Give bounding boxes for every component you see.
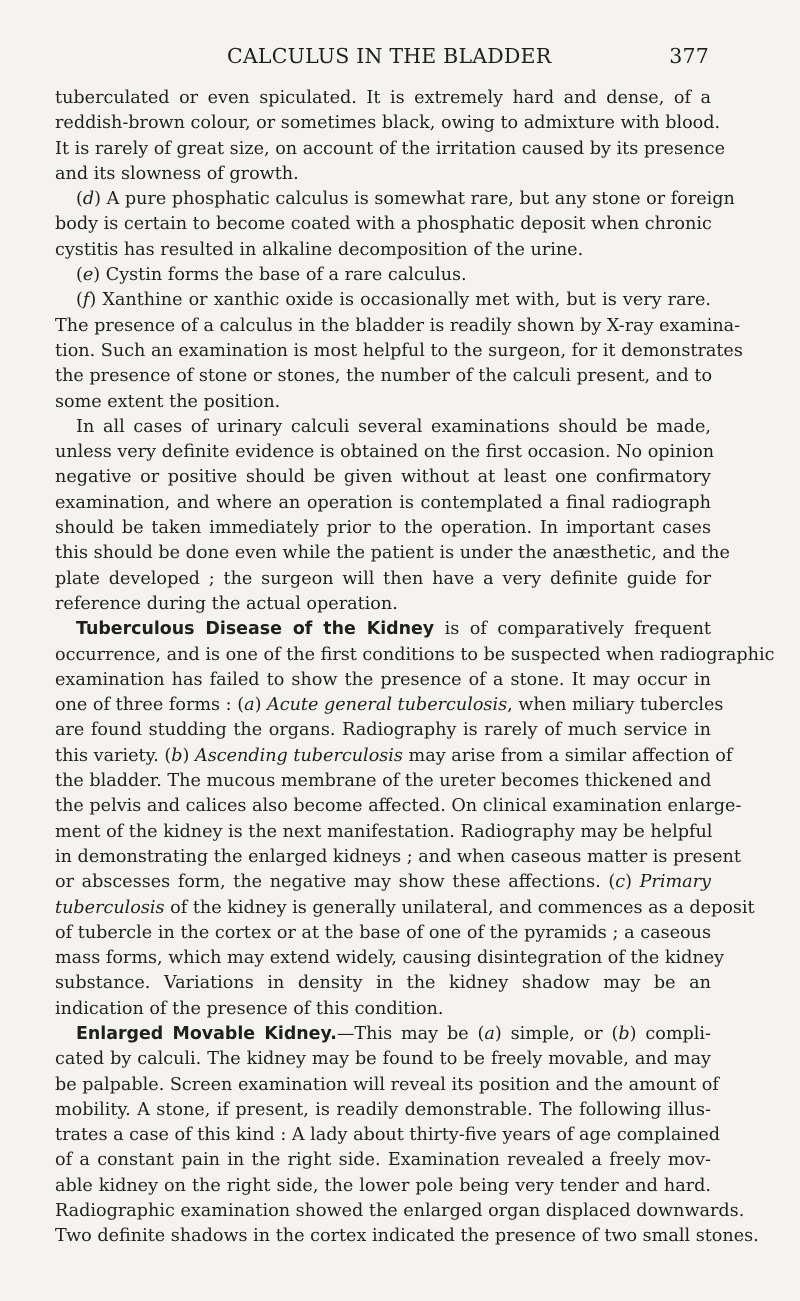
text-run: ) — [625, 872, 640, 893]
running-head — [227, 44, 709, 68]
text-run: trates a case of this kind : A lady about thirty-five years of age complained — [55, 1125, 720, 1146]
text-line — [55, 718, 711, 743]
text-run: some extent the position. — [55, 391, 281, 412]
text-run: reddish-brown colour, or sometimes black, owing to admixture with blood. — [55, 113, 721, 134]
text-run: tuberculated or even spiculated. It is extremely hard and dense, of a — [55, 88, 711, 108]
text-run: ) A pure phosphatic calculus is somewhat rare, but any stone or foreign — [94, 189, 735, 210]
text-line — [55, 1022, 711, 1047]
text-run: Radiographic examination showed the enlarged organ displaced downwards. — [55, 1201, 745, 1222]
italic-text: d — [82, 189, 95, 210]
italic-text: b — [618, 1023, 630, 1044]
text-line — [55, 1047, 711, 1072]
text-line — [55, 921, 711, 946]
section-heading: Enlarged Movable Kidney. — [76, 1023, 337, 1044]
text-line — [55, 541, 730, 566]
text-line — [55, 314, 741, 339]
italic-text: f — [82, 290, 90, 311]
text-run: may arise from a similar affection of — [402, 745, 733, 766]
text-line — [55, 820, 711, 845]
text-line — [55, 693, 724, 718]
text-line — [55, 364, 711, 389]
text-run: tion. Such an examination is most helpful to the surgeon, for it demonstrates — [55, 340, 743, 361]
text-run: should be taken immediately prior to the operation. In important cases — [55, 518, 711, 539]
text-run: examination has failed to show the presence of a stone. It may occur in — [55, 669, 711, 690]
text-line — [55, 769, 711, 794]
text-run: ment of the kidney is the next manifestation. Radiography may be helpful — [55, 821, 713, 842]
text-run: substance. Variations in density in the kidney shadow may be an — [55, 973, 711, 994]
text-line — [55, 567, 711, 592]
text-line — [55, 491, 711, 516]
text-run: It is rarely of great size, on account of the irritation caused by its presence — [55, 138, 725, 159]
text-line — [55, 946, 725, 971]
text-line — [55, 592, 711, 617]
italic-text: Acute general tuberculosis — [267, 695, 508, 716]
text-run: In all cases of urinary calculi several examinations should be made, — [76, 416, 711, 437]
text-run: reference during the actual operation. — [55, 593, 398, 614]
text-line — [55, 288, 711, 313]
body-text — [55, 86, 775, 1250]
text-run: occurrence, and is one of the first conditions to be suspected when radiographic — [55, 644, 775, 665]
text-run: this should be done even while the patient is under the anæsthetic, and the — [55, 543, 730, 564]
text-run: or abscesses form, the negative may show these affections. ( — [55, 872, 616, 893]
italic-text: b — [171, 745, 183, 766]
text-line — [55, 516, 711, 541]
text-run: ) Xanthine or xanthic oxide is occasionally met with, but is very rare. — [89, 290, 711, 311]
text-run: the pelvis and calices also become affected. On clinical examination enlarge- — [55, 796, 742, 817]
text-line — [55, 465, 711, 490]
text-line — [55, 86, 711, 111]
text-run: indication of the presence of this condition. — [55, 998, 444, 1019]
text-run: examination, and where an operation is contemplated a final radiograph — [55, 492, 711, 513]
text-run: ) — [182, 745, 195, 766]
running-head-title: CALCULUS IN THE BLADDER — [227, 44, 552, 68]
text-run: of tubercle in the cortex or at the base of one of the pyramids ; a caseous — [55, 922, 711, 943]
text-line — [55, 1224, 759, 1249]
text-line — [55, 997, 711, 1022]
text-run: Two definite shadows in the cortex indicated the presence of two small stones. — [55, 1226, 759, 1247]
text-run: ( — [76, 290, 83, 311]
text-run: —This may be ( — [336, 1023, 485, 1044]
text-run: body is certain to become coated with a phosphatic deposit when chronic — [55, 214, 712, 235]
text-run: is of comparatively frequent — [434, 619, 711, 640]
text-line — [55, 187, 735, 212]
text-line — [55, 870, 711, 895]
text-run: the presence of stone or stones, the number of the calculi present, and to — [55, 366, 713, 387]
text-line — [55, 1123, 720, 1148]
text-run: the bladder. The mucous membrane of the ureter becomes thickened and — [55, 771, 712, 792]
page-number: 377 — [669, 44, 709, 68]
text-run: ( — [76, 265, 83, 286]
italic-text: a — [244, 695, 255, 716]
text-run: ) Cystin forms the base of a rare calculus. — [93, 265, 467, 286]
text-line — [55, 339, 743, 364]
text-line — [55, 971, 711, 996]
text-run: unless very definite evidence is obtained on the first occasion. No opinion — [55, 442, 715, 463]
text-line — [55, 1073, 719, 1098]
text-run: cystitis has resulted in alkaline decomposition of the urine. — [55, 239, 584, 260]
text-line — [55, 111, 721, 136]
text-line — [55, 415, 711, 440]
italic-text: a — [484, 1023, 495, 1044]
text-line — [55, 440, 715, 465]
text-run: ) simple, or ( — [494, 1023, 619, 1044]
text-line — [55, 162, 711, 187]
italic-text: tuberculosis — [55, 897, 165, 918]
text-run: ) compli- — [629, 1023, 711, 1044]
text-line — [55, 896, 755, 921]
text-line — [55, 617, 711, 642]
text-line — [55, 1199, 745, 1224]
text-run: be palpable. Screen examination will reveal its position and the amount of — [55, 1074, 719, 1095]
text-run: in demonstrating the enlarged kidneys ; and when caseous matter is present — [55, 846, 741, 867]
text-run: plate developed ; the surgeon will then have a very definite guide for — [55, 568, 711, 589]
text-run: this variety. ( — [55, 745, 172, 766]
text-line — [55, 845, 741, 870]
text-run: ( — [76, 189, 83, 210]
text-line — [55, 643, 775, 668]
text-run: , when miliary tubercles — [507, 695, 724, 716]
text-run: mobility. A stone, if present, is readily demonstrable. The following illus- — [55, 1099, 711, 1120]
text-run: of a constant pain in the right side. Examination revealed a freely mov- — [55, 1150, 711, 1171]
text-line — [55, 668, 711, 693]
text-line — [55, 263, 711, 288]
text-run: ) — [254, 695, 268, 716]
text-line — [55, 212, 711, 237]
text-run: are found studding the organs. Radiography is rarely of much service in — [55, 720, 711, 741]
text-line — [55, 1174, 711, 1199]
text-run: negative or positive should be given without at least one confirmatory — [55, 467, 711, 488]
text-run: of the kidney is generally unilateral, and commences as a deposit — [164, 897, 755, 918]
text-line — [55, 794, 742, 819]
text-line — [55, 238, 711, 263]
text-run: one of three forms : ( — [55, 695, 245, 716]
text-line — [55, 137, 725, 162]
italic-text: e — [82, 265, 94, 286]
text-line — [55, 390, 711, 415]
text-run: able kidney on the right side, the lower pole being very tender and hard. — [55, 1175, 711, 1196]
section-heading: Tuberculous Disease of the Kidney — [76, 619, 435, 640]
text-run: The presence of a calculus in the bladder is readily shown by X-ray examina- — [55, 315, 741, 336]
italic-text: Primary — [639, 872, 711, 893]
text-run: mass forms, which may extend widely, causing disintegration of the kidney — [55, 948, 725, 969]
text-line — [55, 1098, 711, 1123]
text-line — [55, 1148, 711, 1173]
italic-text: c — [615, 872, 626, 893]
text-line — [55, 744, 733, 769]
text-run: and its slowness of growth. — [55, 163, 299, 184]
italic-text: Ascending tuberculosis — [194, 745, 403, 766]
text-run: cated by calculi. The kidney may be found to be freely movable, and may — [55, 1049, 711, 1070]
